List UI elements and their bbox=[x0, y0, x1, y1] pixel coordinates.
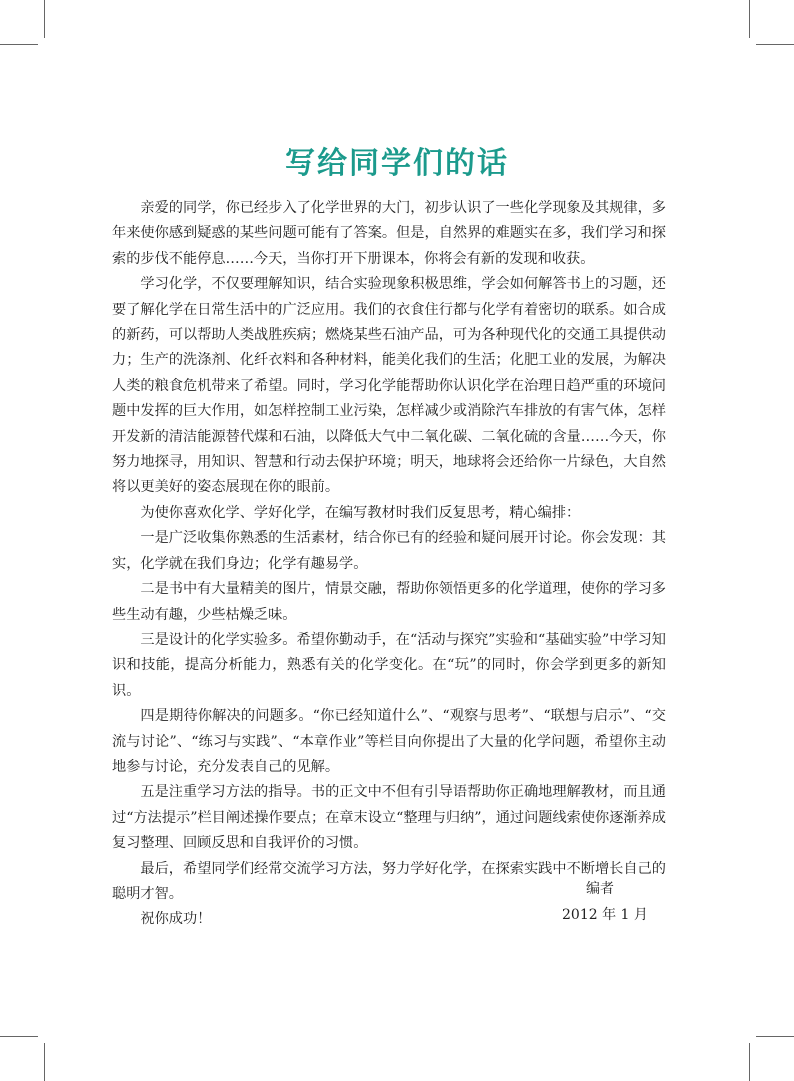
crop-mark bbox=[44, 0, 45, 38]
crop-mark bbox=[756, 44, 794, 45]
crop-mark bbox=[749, 1043, 750, 1081]
signature-author: 编者 bbox=[586, 881, 614, 897]
paragraph: 四是期待你解决的问题多。“你已经知道什么”、“观察与思考”、“联想与启示”、“交流与讨论”、“练习与实践”、“本章作业”等栏目向你提出了大量的化学问题，希望你主动地参与讨论，充分发表自己的见解。 bbox=[112, 708, 666, 775]
paragraph: 学习化学，不仅要理解知识，结合实验现象积极思维，学会如何解答书上的习题，还要了解化学在日常生活中的广泛应用。我们的衣食住行都与化学有着密切的联系。如合成的新药，可以帮助人类战胜疾病；燃烧某些石油产品，可为各种现代化的交通工具提供动力；生产的洗涤剂、化纤衣料和各种材料，能美化我们的生活；化肥工业的发展，为解决人类的粮食危机带来了希望。同时，学习化学能帮助你认识化学在治理日趋严重的环境问题中发挥的巨大作用，如怎样控制工业污染，怎样减少或消除汽车排放的有害气体，怎样开发新的清洁能源替代煤和石油，以降低大气中二氧化碳、二氧化硫的含量……今天，你努力地探寻，用知识、智慧和行动去保护环境；明天，地球将会还给你一片绿色，大自然将以更美好的姿态展现在你的眼前。 bbox=[112, 276, 666, 496]
paragraph: 为使你喜欢化学、学好化学，在编写教材时我们反复思考，精心编排： bbox=[140, 504, 581, 521]
page-title: 写给同学们的话 bbox=[285, 146, 509, 182]
crop-mark bbox=[749, 0, 750, 38]
crop-mark bbox=[44, 1043, 45, 1081]
paragraph: 亲爱的同学，你已经步入了化学世界的大门，初步认识了一些化学现象及其规律，多年来使你感到疑惑的某些问题可能有了答案。但是，自然界的难题实在多，我们学习和探索的步伐不能停息……今天，当你打开下册课本，你将会有新的发现和收获。 bbox=[112, 200, 666, 267]
crop-mark bbox=[756, 1036, 794, 1037]
paragraph: 最后，希望同学们经常交流学习方法，努力学好化学，在探索实践中不断增长自己的聪明才智。 bbox=[112, 860, 666, 902]
paragraph: 三是设计的化学实验多。希望你勤动手，在“活动与探究”实验和“基础实验”中学习知识和技能，提高分析能力，熟悉有关的化学变化。在“玩”的同时，你会学到更多的新知识。 bbox=[112, 631, 666, 699]
paragraph: 五是注重学习方法的指导。书的正文中不但有引导语帮助你正确地理解教材，而且通过“方法提示”栏目阐述操作要点；在章末设立“整理与归纳”，通过问题线索使你逐渐养成复习整理、回顾反思和自我评价的习惯。 bbox=[112, 784, 666, 852]
crop-mark bbox=[0, 44, 38, 45]
signature-date: 2012 年 1 月 bbox=[562, 907, 648, 923]
letter-body bbox=[112, 196, 666, 933]
paragraph: 二是书中有大量精美的图片，情景交融，帮助你领悟更多的化学道理，使你的学习多些生动有趣，少些枯燥乏味。 bbox=[112, 581, 666, 623]
crop-mark bbox=[0, 1036, 38, 1037]
paragraph: 一是广泛收集你熟悉的生活素材，结合你已有的经验和疑问展开讨论。你会发现：其实，化学就在我们身边；化学有趣易学。 bbox=[112, 530, 666, 572]
paragraph: 祝你成功！ bbox=[140, 911, 212, 928]
